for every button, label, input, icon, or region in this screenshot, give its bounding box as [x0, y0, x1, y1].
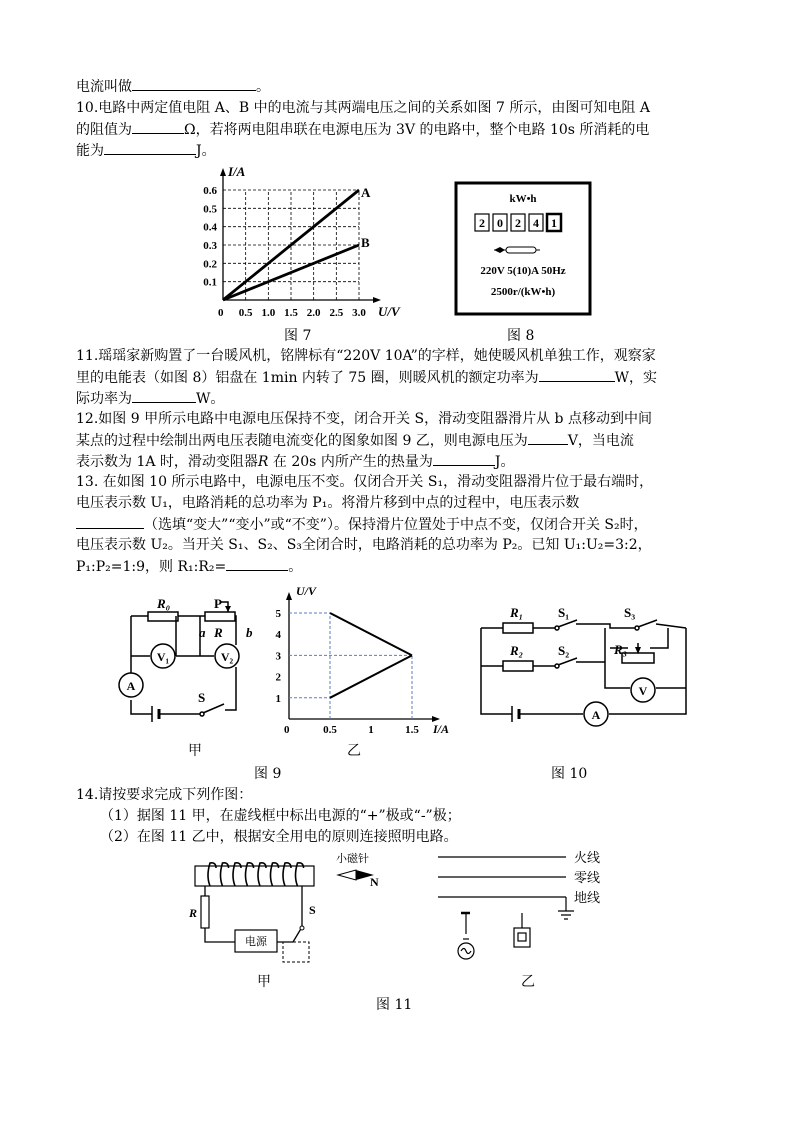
q12-text-2: 某点的过程中绘制出两电压表随电流变化的图象如图 9 乙，则电源电压为: [76, 433, 528, 449]
q12-blank-heat[interactable]: [433, 451, 495, 466]
figure-9-y-tick: 2: [275, 671, 281, 684]
q9-tail-text: 电流叫做: [76, 79, 132, 95]
q13-text-5a: P₁:P₂=1:9，则 R₁:R₂=: [76, 559, 227, 575]
figure-9-x-tick: 1: [368, 724, 374, 736]
q13-blank-ratio[interactable]: [226, 556, 288, 571]
figure-11-lighting: [438, 857, 574, 959]
q11-text-3a: 际功率为: [76, 391, 132, 407]
meter-digit: 1: [551, 216, 557, 230]
figure-8-energy-meter: [456, 183, 590, 314]
meter-digit: 2: [515, 216, 521, 230]
q10-line1: 10.电路中两定值电阻 A、B 中的电流与其两端电压之间的关系如图 7 所示，由图可知电阻 A: [76, 100, 650, 116]
label-s-fig11: S: [309, 903, 316, 917]
q13-line1: 13. 在如图 10 所示电路中，电源电压不变。仅闭合开关 S₁，滑动变阻器滑片位于最右端时，: [76, 474, 654, 490]
figure-10-circuit: [481, 620, 686, 726]
figure-11-sub-b: 乙: [521, 974, 535, 990]
q10-text-2a: 的阻值为: [76, 122, 132, 138]
q13-blank-change[interactable]: [76, 514, 144, 529]
figure-7-x-tick: 1.0: [261, 307, 276, 319]
figure-7-ylabel: I/A: [228, 164, 246, 179]
label-s3: S₃: [624, 605, 636, 620]
q11-line3: [76, 388, 224, 409]
resistor-r2: [503, 661, 533, 671]
q13-text-5b: 。: [288, 559, 303, 575]
figure-9-sub-b: 乙: [347, 743, 361, 759]
label-v2: V₂: [220, 650, 234, 664]
q12-text-3b: 在 20s 内所产生的热量为: [268, 454, 433, 470]
label-needle-north: N: [370, 875, 379, 889]
label-s1: S₁: [558, 605, 570, 620]
figure-9-y-tick: 4: [275, 629, 281, 642]
figure-7-xlabel: U/V: [378, 304, 400, 319]
label-ammeter-fig10: A: [591, 708, 601, 722]
switch-socket-icon: [514, 913, 530, 947]
figure-9-series-2: [330, 655, 412, 697]
resistor-r1: [503, 623, 533, 633]
label-r3: R₃: [614, 642, 628, 657]
figure-11-sub-a: 甲: [257, 974, 271, 990]
figure-9-x-tick: 1.5: [405, 724, 419, 736]
q11-line2: [76, 367, 657, 388]
meter-spec-1: 220V 5(10)A 50Hz: [480, 265, 566, 277]
figure-7-y-tick: 0.5: [203, 203, 217, 216]
figure-7-y-tick: 0.1: [203, 276, 217, 289]
q11-text-3b: W。: [196, 391, 225, 407]
figure-9-caption: 图 9: [254, 766, 282, 782]
q11-line1: 11.瑶瑶家新购置了一台暖风机，铭牌标有“220V 10A”的字样，她使暖风机单独工作，观察家: [76, 348, 656, 364]
q13-text-3: （选填“变大”“变小”或“不变”）。保持滑片位置处于中点不变，仅闭合开关 S₂时，: [144, 517, 648, 533]
q12-line1: 12.如图 9 甲所示电路中电源电压保持不变，闭合开关 S，滑动变阻器滑片从 b 点移动到中间: [76, 411, 652, 427]
switch-s-fig11: [300, 926, 304, 930]
figure-9-y-tick: 1: [275, 692, 281, 705]
figure-7-y-tick: 0.3: [203, 240, 217, 252]
q12-text-2b: V，当电流: [567, 433, 634, 449]
ground-symbol-icon: [558, 897, 574, 919]
figure-9-lines: [289, 613, 412, 719]
figure-7-origin: 0: [218, 307, 224, 319]
label-s: S: [198, 690, 206, 705]
figure-7-series-b-label: B: [361, 235, 370, 250]
figure-7-x-tick: 2.5: [329, 307, 344, 319]
figure-9-origin: 0: [284, 724, 290, 736]
label-r1: R₁: [510, 605, 524, 620]
figure-11-b-labels: [574, 850, 600, 905]
meter-digits: [475, 214, 561, 231]
meter-spec-2: 2500r/(kW•h): [490, 286, 556, 298]
label-v1: V₁: [156, 650, 170, 664]
meter-digit: 4: [533, 216, 539, 230]
figure-9-sub-a: 甲: [188, 743, 202, 759]
figure-7-y-tick: 0.2: [203, 258, 217, 271]
q9-end: 。: [256, 79, 270, 95]
figure-7-x-tick: 3.0: [352, 307, 366, 319]
figure-11-caption: 图 11: [376, 997, 413, 1013]
compass-needle-icon: [338, 870, 374, 880]
label-neutral-wire: 零线: [574, 870, 601, 885]
q13-line3: [76, 514, 648, 535]
label-r-fig11: R: [189, 906, 198, 920]
resistor-r-fig11: [201, 896, 209, 928]
q12-symbol-r: R: [257, 454, 269, 470]
q12-text-3a: 表示数为 1A 时，滑动变阻器: [76, 454, 258, 470]
q14-item-2: （2）在图 11 乙中，根据安全用电的原则连接照明电路。: [100, 829, 458, 845]
q12-line3: [76, 451, 514, 472]
rheostat-r: [205, 612, 235, 621]
q11-blank-rated-power[interactable]: [539, 367, 615, 382]
q14-item-1: （1）据图 11 甲，在虚线框中标出电源的“+”极或“-”极；: [100, 808, 461, 824]
label-ground-wire: 地线: [574, 890, 601, 905]
label-r: R: [214, 625, 223, 640]
meter-digit: 2: [479, 216, 485, 230]
figure-9-ylabel: U/V: [296, 584, 317, 598]
q12-text-3c: J。: [494, 454, 515, 470]
figure-7-caption: 图 7: [284, 328, 312, 344]
figure-9-xlabel: I/A: [433, 722, 450, 736]
figure-7-series-a-label: A: [361, 185, 371, 200]
resistor-r0: [148, 612, 178, 621]
figure-7-y-arrow: [220, 168, 226, 176]
label-power-source: 电源: [245, 936, 267, 948]
q10-text-2b: Ω，若将两电阻串联在电源电压为 3V 的电路中，整个电路 10s 所消耗的电: [184, 122, 650, 138]
figure-7-y-tick: 0.6: [203, 185, 217, 197]
q13-line5: [76, 556, 302, 577]
q13-line2: 电压表示数 U₁，电路消耗的总功率为 P₁。将滑片移到中点的过程中，电压表示数: [76, 495, 580, 511]
q10-text-3a: 能为: [76, 143, 104, 159]
figure-7-y-tick: 0.4: [203, 221, 217, 234]
label-r2: R₂: [510, 643, 524, 658]
q14-title: 14.请按要求完成下列作图：: [76, 787, 253, 803]
figure-7-x-arrow: [373, 297, 381, 303]
figure-10-caption: 图 10: [551, 766, 588, 782]
label-live-wire: 火线: [574, 850, 601, 865]
figure-11-electromagnet: [195, 863, 374, 962]
figure-7-x-tick: 1.5: [284, 307, 298, 319]
figure-7-x-tick: 0.5: [238, 307, 253, 319]
figure-9-y-arrow: [286, 592, 292, 600]
figure-8-caption: 图 8: [507, 328, 535, 344]
label-compass-needle: 小磁针: [336, 853, 369, 865]
label-ammeter: A: [126, 679, 136, 693]
figure-9-series-1: [330, 613, 412, 655]
meter-disc-icon: [494, 247, 540, 253]
light-bulb-icon: [458, 913, 474, 959]
figure-9-y-tick: 5: [275, 608, 281, 620]
figure-9-ticks: [276, 608, 420, 736]
label-v-fig10: V: [638, 684, 648, 698]
figure-7-chart: [203, 164, 401, 319]
dashed-pole-box[interactable]: [283, 942, 309, 962]
q12-line2: [76, 430, 634, 451]
label-b: b: [246, 625, 253, 640]
label-s2: S₂: [558, 643, 570, 658]
figure-9-y-tick: 3: [275, 650, 281, 663]
label-p: P: [214, 596, 222, 611]
q11-text-2a: 里的电能表（如图 8）铝盘在 1min 内转了 75 圈，则暖风机的额定功率为: [76, 370, 539, 386]
q11-text-2b: W，实: [614, 370, 658, 386]
meter-unit: kW•h: [509, 193, 537, 205]
q13-line4: 电压表示数 U₂。当开关 S₁、S₂、S₃全闭合时，电路消耗的总功率为 P₂。已知 U₁:U₂=3:2，: [76, 537, 652, 553]
label-r0: R₀: [157, 596, 171, 611]
figure-9-x-tick: 0.5: [323, 724, 337, 736]
meter-digit: 0: [497, 216, 503, 230]
q12-blank-voltage[interactable]: [528, 430, 568, 445]
figure-7-x-tick: 2.0: [306, 307, 321, 319]
q11-blank-actual-power[interactable]: [132, 388, 196, 403]
figure-9-chart: [276, 584, 450, 736]
q10-text-3b: J。: [196, 143, 216, 159]
label-a: a: [199, 625, 206, 640]
